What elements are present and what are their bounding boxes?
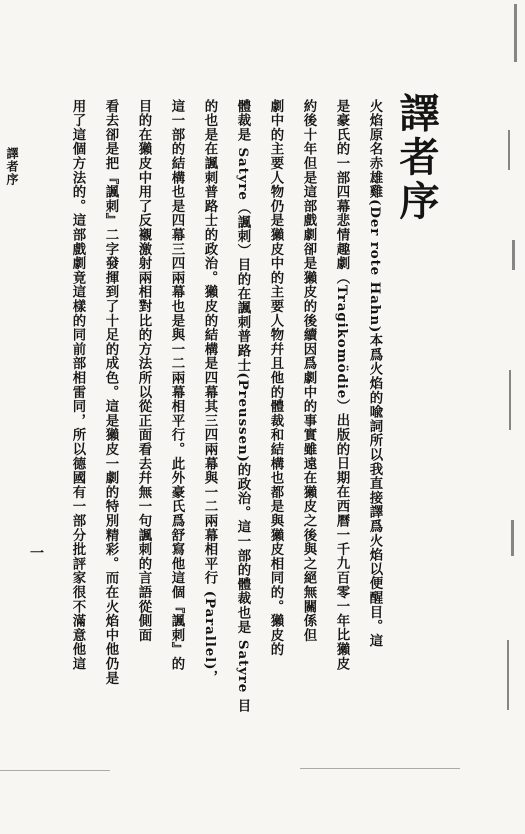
text-column: 約後十年但是這部戲劇卻是獺皮的後續因爲劇中的事實雖遠在獺皮之後與之絕無關係但 bbox=[301, 99, 317, 643]
scan-edge-mark bbox=[508, 130, 510, 170]
scan-edge-mark bbox=[509, 370, 511, 430]
text-column: 的也是在諷刺普路士的政治。獺皮的結構是四幕其三四兩幕與一二兩幕相平行 (Parallel)， bbox=[202, 99, 218, 685]
text-column: 目的在獺皮中用了反襯激射兩相對比的方法所以從正面看去幷無一句諷刺的言語從側面 bbox=[136, 99, 152, 643]
page-title: 譯者序 bbox=[393, 92, 440, 224]
text-column: 劇中的主要人物仍是獺皮中的主要人物幷且他的體裁和結構也都是與獺皮相同的。獺皮的 bbox=[268, 99, 284, 657]
text-column: 用了這個方法的。這部戲劇竟這樣的同前部相雷同，所以德國有一部分批評家很不滿意他這 bbox=[70, 99, 86, 671]
scan-edge-mark bbox=[514, 4, 517, 62]
bottom-rule bbox=[300, 768, 460, 769]
text-column: 體裁是 Satyre（諷刺）目的在諷刺普路士(Preussen)的政治。這一部的體裁也是 Satyre 目 bbox=[235, 99, 251, 714]
text-column: 火焰原名赤雄雞(Der rote Hahn)本爲火焰的喩詞所以我直接譯爲火焰以便醒目。這 bbox=[367, 99, 383, 648]
text-column: 這一部的結構也是四幕三四兩幕也是與一二兩幕相平行。此外豪氏爲舒寫他這個『諷刺』的 bbox=[169, 99, 185, 671]
text-column: 看去卻是把『諷刺』二字發揮到了十足的成色。這是獺皮一劇的特別精彩。而在火焰中他仍是 bbox=[103, 99, 119, 686]
text-column: 是豪氏的一部四幕悲情趣劇（Tragikomödie）出版的日期在西曆一千九百零一年比獺皮 bbox=[334, 99, 350, 671]
running-header: 譯者序 bbox=[5, 147, 19, 186]
page-number: 一 bbox=[30, 546, 44, 562]
scan-edge-mark bbox=[507, 640, 509, 710]
scan-edge-mark bbox=[512, 240, 515, 270]
bottom-rule bbox=[0, 770, 110, 771]
scan-edge-mark bbox=[511, 520, 514, 556]
